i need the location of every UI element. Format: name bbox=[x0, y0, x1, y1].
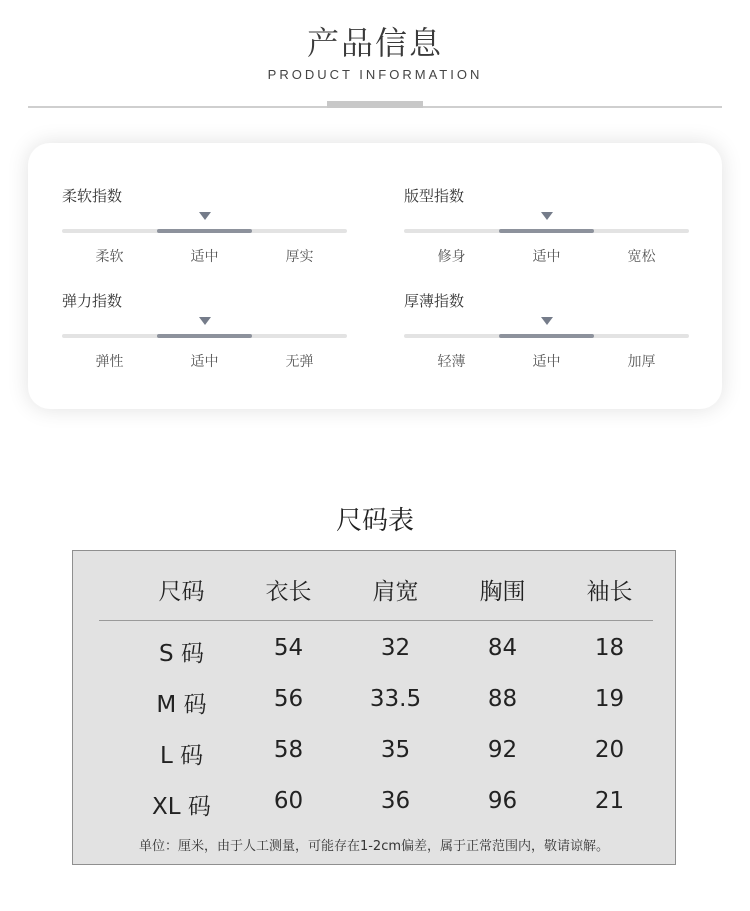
table-header-cell: 袖长 bbox=[586, 579, 633, 605]
table-header-cell: 衣长 bbox=[265, 579, 312, 605]
table-cell: M 码 bbox=[156, 692, 207, 718]
indicator-option: 加厚 bbox=[627, 354, 656, 370]
table-row bbox=[73, 788, 677, 821]
indicator-arrow-icon bbox=[541, 212, 553, 220]
indicator-option: 柔软 bbox=[95, 249, 124, 265]
table-row bbox=[73, 737, 677, 770]
table-cell: 36 bbox=[380, 788, 411, 814]
table-cell: 33.5 bbox=[369, 686, 422, 712]
indicator-card bbox=[28, 143, 722, 409]
indicator-label: 版型指数 bbox=[404, 187, 465, 205]
indicator-arrow-icon bbox=[199, 317, 211, 325]
table-header-cell: 胸围 bbox=[479, 579, 526, 605]
table-cell: 96 bbox=[487, 788, 518, 814]
indicator-arrow-icon bbox=[199, 212, 211, 220]
indicator-option: 适中 bbox=[190, 354, 219, 370]
table-cell: 58 bbox=[273, 737, 304, 763]
table-cell: 19 bbox=[594, 686, 625, 712]
indicator-elasticity bbox=[62, 290, 347, 380]
indicator-option: 适中 bbox=[532, 354, 561, 370]
size-table bbox=[72, 550, 676, 865]
table-header-cell: 肩宽 bbox=[372, 579, 419, 605]
table-cell: 20 bbox=[594, 737, 625, 763]
indicator-label: 厚薄指数 bbox=[404, 292, 465, 310]
table-header-row bbox=[73, 573, 677, 606]
table-cell: 32 bbox=[380, 635, 411, 661]
indicator-arrow-icon bbox=[541, 317, 553, 325]
indicator-option: 适中 bbox=[532, 249, 561, 265]
table-cell: 88 bbox=[487, 686, 518, 712]
table-header-divider bbox=[99, 620, 653, 621]
table-cell: 92 bbox=[487, 737, 518, 763]
indicator-option: 厚实 bbox=[285, 249, 314, 265]
indicator-label: 弹力指数 bbox=[62, 292, 123, 310]
table-row bbox=[73, 635, 677, 668]
indicator-softness bbox=[62, 185, 347, 275]
table-cell: S 码 bbox=[159, 641, 204, 667]
table-cell: L 码 bbox=[159, 743, 204, 769]
table-cell: XL 码 bbox=[152, 794, 211, 820]
indicator-option: 轻薄 bbox=[437, 354, 466, 370]
indicator-thickness bbox=[404, 290, 689, 380]
table-row bbox=[73, 686, 677, 719]
table-cell: 60 bbox=[273, 788, 304, 814]
size-table-title: 尺码表 bbox=[335, 506, 414, 536]
indicator-selected-segment bbox=[157, 334, 252, 338]
table-cell: 18 bbox=[594, 635, 625, 661]
indicator-selected-segment bbox=[499, 334, 594, 338]
indicator-label: 柔软指数 bbox=[62, 187, 123, 205]
page-title: 产品信息 bbox=[306, 24, 443, 62]
indicator-selected-segment bbox=[157, 229, 252, 233]
page-subtitle: PRODUCT INFORMATION bbox=[267, 67, 483, 82]
table-cell: 21 bbox=[594, 788, 625, 814]
header-divider-accent bbox=[327, 101, 423, 108]
table-cell: 35 bbox=[380, 737, 411, 763]
table-header-cell: 尺码 bbox=[158, 579, 205, 605]
table-cell: 56 bbox=[273, 686, 304, 712]
table-cell: 54 bbox=[273, 635, 304, 661]
indicator-fit bbox=[404, 185, 689, 275]
indicator-option: 适中 bbox=[190, 249, 219, 265]
indicator-selected-segment bbox=[499, 229, 594, 233]
indicator-option: 无弹 bbox=[285, 354, 314, 370]
indicator-option: 修身 bbox=[437, 249, 466, 265]
table-cell: 84 bbox=[487, 635, 518, 661]
size-table-note: 单位：厘米，由于人工测量，可能存在1-2cm偏差，属于正常范围内，敬请谅解。 bbox=[138, 839, 610, 854]
indicator-option: 弹性 bbox=[95, 354, 124, 370]
indicator-option: 宽松 bbox=[627, 249, 656, 265]
